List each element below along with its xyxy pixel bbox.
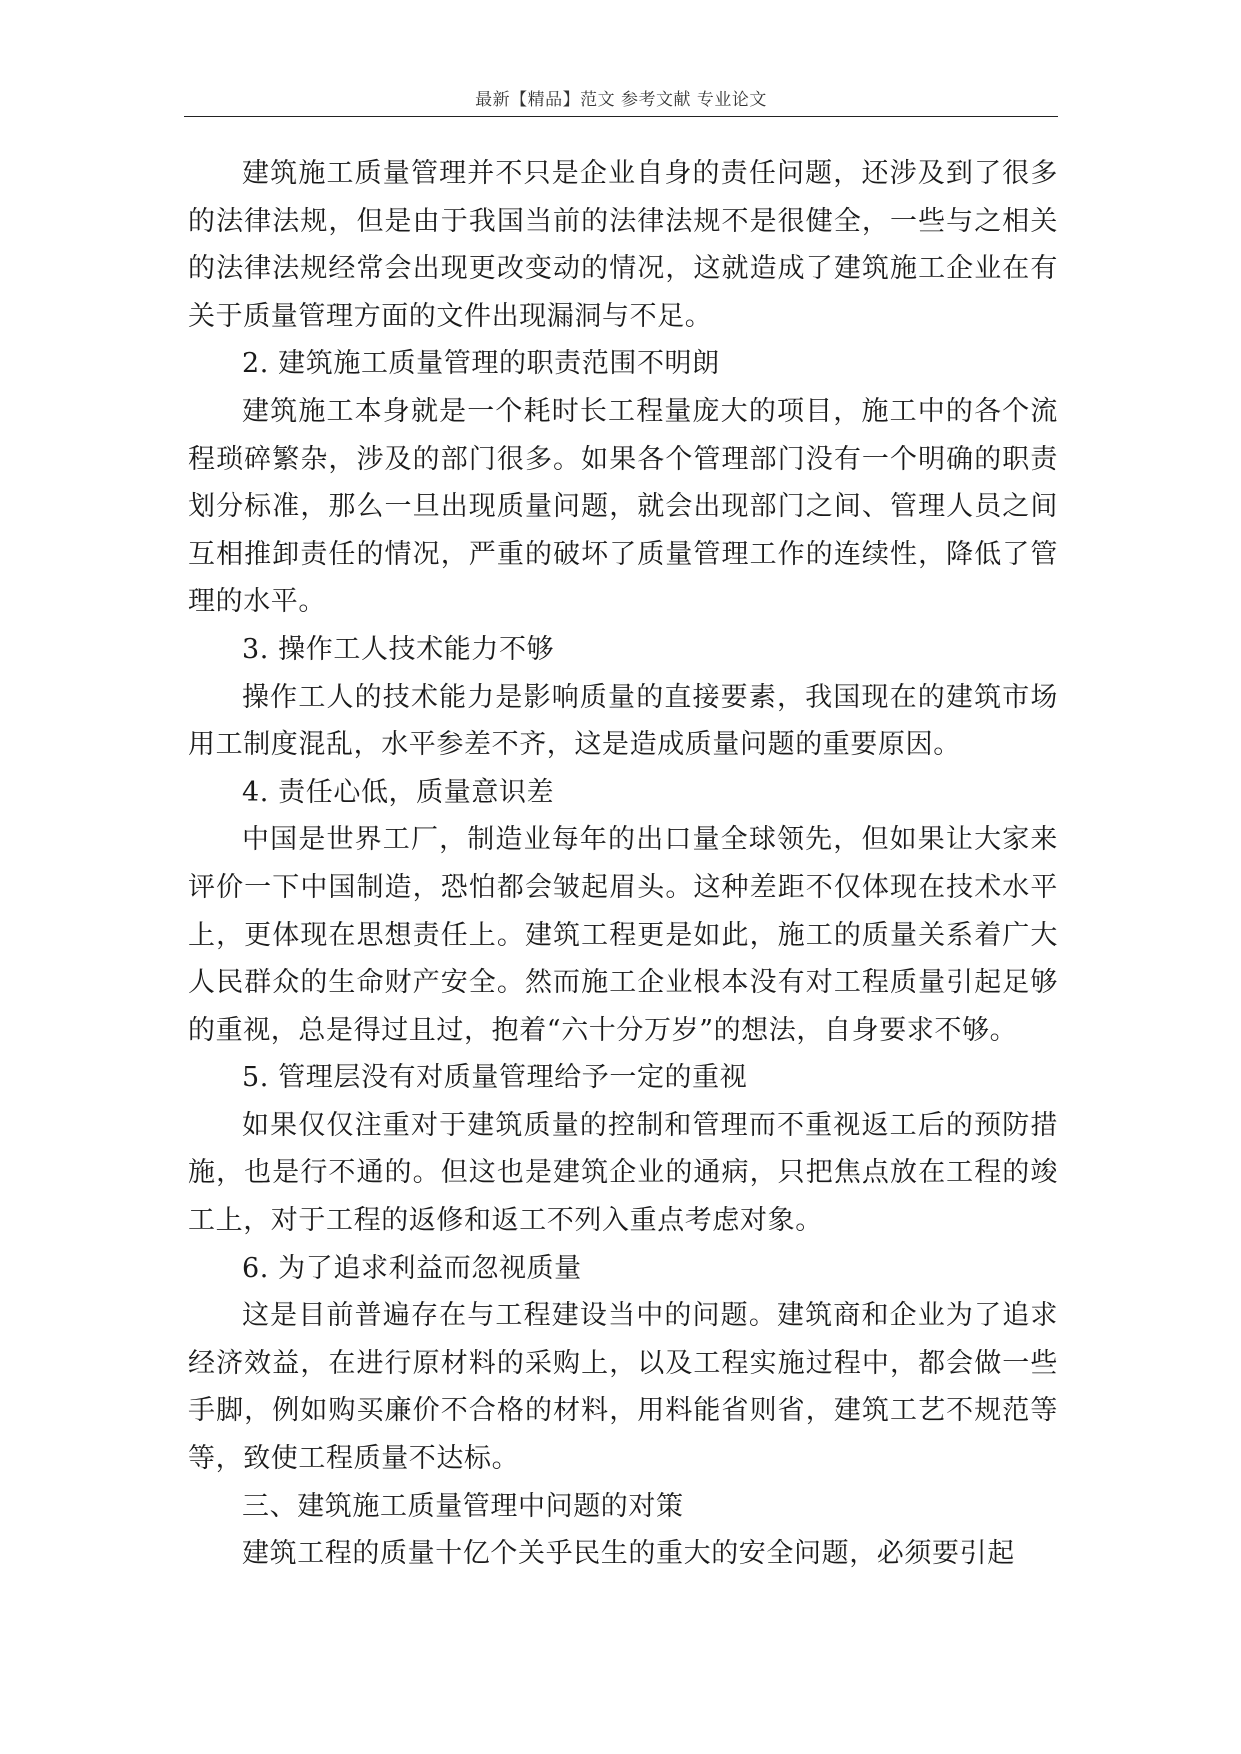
section-heading: 2. 建筑施工质量管理的职责范围不明朗 [242, 348, 720, 380]
page-header: 最新【精品】范文 参考文献 专业论文 [184, 84, 1058, 117]
paragraph: 建筑施工质量管理并不只是企业自身的责任问题，还涉及到了很多的法律法规，但是由于我国当前的法律法规不是很健全，一些与之相关的法律法规经常会出现更改变动的情况，这就造成了建筑施工企业在有关于质量管理方面的文件出现漏洞与不足。 [188, 158, 1058, 332]
paragraph: 中国是世界工厂，制造业每年的出口量全球领先，但如果让大家来评价一下中国制造，恐怕都会皱起眉头。这种差距不仅体现在技术水平上，更体现在思想责任上。建筑工程更是如此，施工的质量关系着广大人民群众的生命财产安全。然而施工企业根本没有对工程质量引起足够的重视，总是得过且过，抱着“六十分万岁”的想法，自身要求不够。 [188, 824, 1058, 1046]
section-heading: 5. 管理层没有对质量管理给予一定的重视 [242, 1062, 748, 1094]
paragraph: 如果仅仅注重对于建筑质量的控制和管理而不重视返工后的预防措施，也是行不通的。但这也是建筑企业的通病，只把焦点放在工程的竣工上，对于工程的返修和返工不列入重点考虑对象。 [188, 1109, 1058, 1237]
section-heading: 6. 为了追求利益而忽视质量 [242, 1252, 582, 1284]
paragraph: 操作工人的技术能力是影响质量的直接要素，我国现在的建筑市场用工制度混乱，水平参差不齐，这是造成质量问题的重要原因。 [188, 681, 1058, 761]
section-heading: 4. 责任心低，质量意识差 [242, 776, 555, 808]
paragraph: 这是目前普遍存在与工程建设当中的问题。建筑商和企业为了追求经济效益，在进行原材料的采购上，以及工程实施过程中，都会做一些手脚，例如购买廉价不合格的材料，用料能省则省，建筑工艺不规范等等，致使工程质量不达标。 [188, 1300, 1058, 1475]
section-heading: 三、建筑施工质量管理中问题的对策 [242, 1490, 684, 1522]
section-heading: 3. 操作工人技术能力不够 [242, 633, 555, 665]
paragraph: 建筑工程的质量十亿个关乎民生的重大的安全问题，必须要引起 [242, 1538, 1015, 1570]
document-body [188, 150, 1058, 1578]
paragraph: 建筑施工本身就是一个耗时长工程量庞大的项目，施工中的各个流程琐碎繁杂，涉及的部门很多。如果各个管理部门没有一个明确的职责划分标准，那么一旦出现质量问题，就会出现部门之间、管理人员之间互相推卸责任的情况，严重的破坏了质量管理工作的连续性，降低了管理的水平。 [188, 395, 1058, 618]
